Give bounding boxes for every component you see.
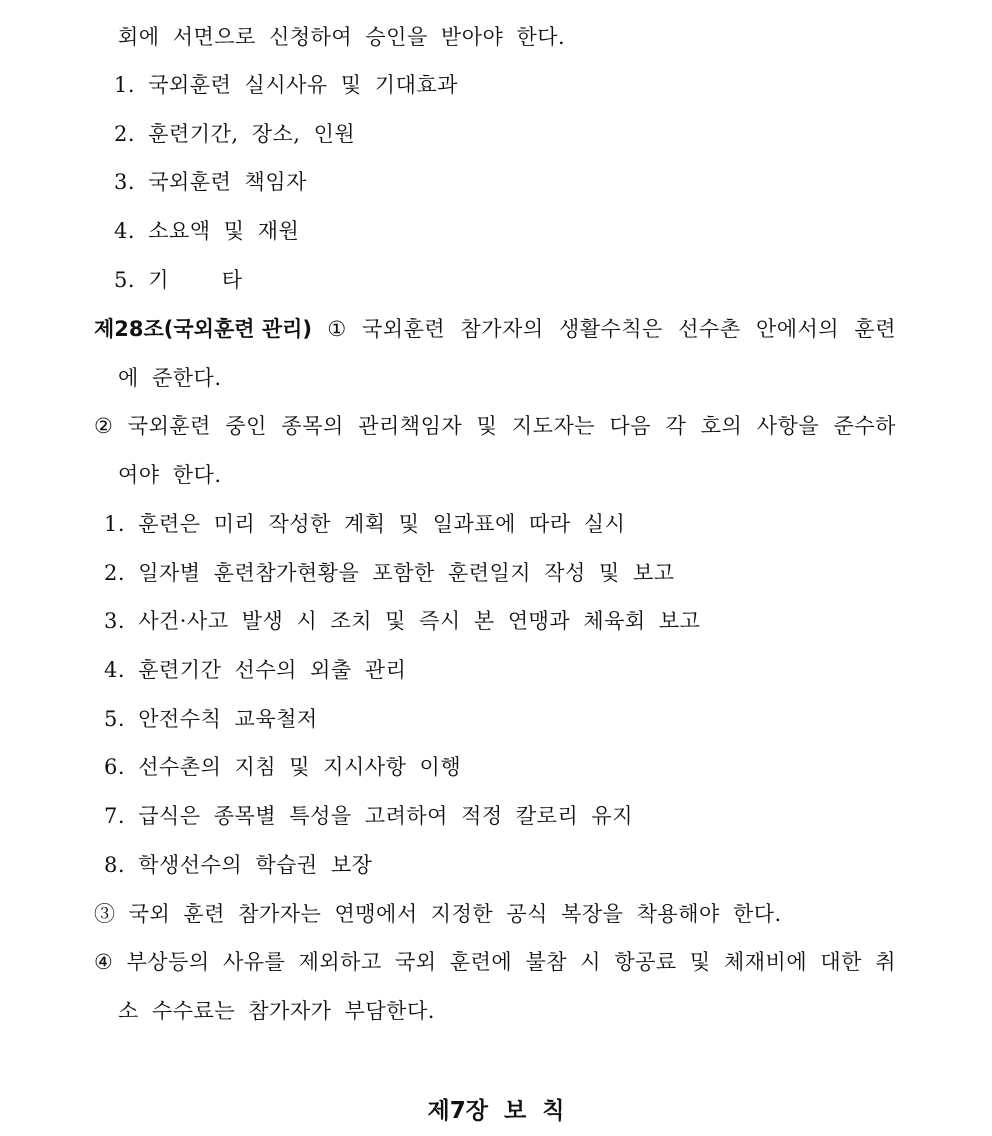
article27-continuation: 회에 서면으로 신청하여 승인을 받아야 한다.	[118, 25, 566, 49]
article28-paragraph1: 제28조(국외훈련 관리) ① 국외훈련 참가자의 생활수칙은 선수촌 안에서의 훈련	[94, 317, 896, 341]
list-item: 3. 국외훈련 책임자	[114, 170, 307, 194]
list-item: 1. 국외훈련 실시사유 및 기대효과	[114, 73, 458, 97]
article28-paragraph3: ③ 국외 훈련 참가자는 연맹에서 지정한 공식 복장을 착용해야 한다.	[94, 902, 782, 926]
article28-paragraph1-continuation: 에 준한다.	[118, 366, 222, 390]
list-item: 1. 훈련은 미리 작성한 계획 및 일과표에 따라 실시	[104, 512, 626, 536]
article28-paragraph4: ④ 부상등의 사유를 제외하고 국외 훈련에 불참 시 항공료 및 체재비에 대한 취	[94, 950, 896, 974]
list-item: 2. 훈련기간, 장소, 인원	[114, 122, 356, 146]
article-heading: 제28조(국외훈련 관리)	[94, 317, 313, 341]
list-item: 8. 학생선수의 학습권 보장	[104, 853, 373, 877]
list-item: 4. 소요액 및 재원	[114, 219, 300, 243]
article28-paragraph2-continuation: 여야 한다.	[118, 463, 222, 487]
list-item: 6. 선수촌의 지침 및 지시사항 이행	[104, 755, 462, 779]
article28-paragraph2: ② 국외훈련 중인 종목의 관리책임자 및 지도자는 다음 각 호의 사항을 준수하	[94, 414, 896, 438]
list-item: 2. 일자별 훈련참가현황을 포함한 훈련일지 작성 및 보고	[104, 561, 675, 585]
article28-paragraph4-continuation: 소 수수료는 참가자가 부담한다.	[118, 999, 435, 1023]
chapter-title: 제7장 보 칙	[427, 1098, 565, 1124]
list-item: 7. 급식은 종목별 특성을 고려하여 적정 칼로리 유지	[104, 804, 633, 828]
list-item: 5. 기 타	[114, 268, 243, 292]
list-item: 4. 훈련기간 선수의 외출 관리	[104, 658, 407, 682]
list-item: 3. 사건·사고 발생 시 조치 및 즉시 본 연맹과 체육회 보고	[104, 609, 701, 633]
list-item: 5. 안전수칙 교육철저	[104, 707, 318, 731]
